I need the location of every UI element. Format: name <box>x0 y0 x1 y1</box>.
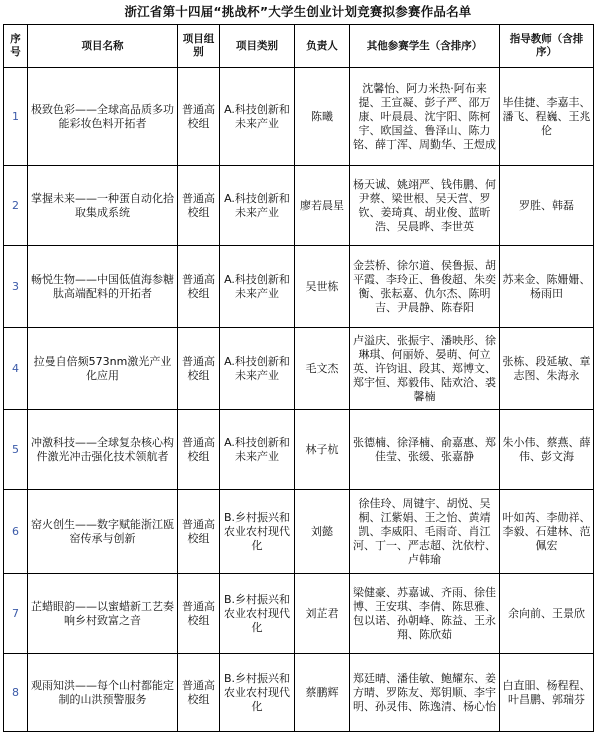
project-group: 普通高校组 <box>178 328 220 410</box>
entry-table <box>3 24 594 732</box>
project-category: A.科技创新和未来产业 <box>220 410 295 490</box>
project-teachers: 朱小伟、蔡燕、薛伟、彭文海 <box>500 410 594 490</box>
project-teachers: 罗胜、韩磊 <box>500 166 594 246</box>
project-group: 普通高校组 <box>178 68 220 166</box>
header-no: 序号 <box>4 25 28 68</box>
project-name: 冲激科技——全球复杂核心构件激光冲击强化技术领航者 <box>28 410 178 490</box>
project-teachers: 毕佳捷、李嘉丰、潘飞、程巍、王兆伦 <box>500 68 594 166</box>
project-group: 普通高校组 <box>178 654 220 732</box>
project-category: B.乡村振兴和农业农村现代化 <box>220 490 295 574</box>
project-leader: 吴世栋 <box>295 246 350 328</box>
row-no: 3 <box>4 246 28 328</box>
project-leader: 蔡鹏辉 <box>295 654 350 732</box>
project-members: 金芸桥、徐尔道、侯鲁振、胡平霞、李玲正、鲁俊超、朱奕衡、张耘嘉、仇尔杰、陈明吉、尹晨静、陈春阳 <box>350 246 500 328</box>
project-leader: 林子杭 <box>295 410 350 490</box>
project-teachers: 苏来金、陈姗姗、杨雨田 <box>500 246 594 328</box>
header-members: 其他参赛学生（含排序） <box>350 25 500 68</box>
row-no: 4 <box>4 328 28 410</box>
project-category: A.科技创新和未来产业 <box>220 246 295 328</box>
project-leader: 刘芷君 <box>295 574 350 654</box>
table-row <box>4 574 594 654</box>
table-header-row <box>4 25 594 68</box>
project-name: 拉曼自倍频573nm激光产业化应用 <box>28 328 178 410</box>
project-leader: 廖若晨星 <box>295 166 350 246</box>
header-teachers: 指导教师（含排序） <box>500 25 594 68</box>
project-teachers: 白直昍、杨程程、叶昌鹏、郭瑞芬 <box>500 654 594 732</box>
project-name: 极致色彩——全球高品质多功能彩妆色料开拓者 <box>28 68 178 166</box>
project-members: 杨天诚、姚翊严、钱伟鹏、何尹蔡、梁世根、吴天营、罗钦、姜琦真、胡业俊、蓝昕浩、吴晨晔、李世英 <box>350 166 500 246</box>
header-leader: 负责人 <box>295 25 350 68</box>
header-category: 项目类别 <box>220 25 295 68</box>
project-category: B.乡村振兴和农业农村现代化 <box>220 574 295 654</box>
table-row <box>4 490 594 574</box>
project-teachers: 张栋、段延敏、章志图、朱海永 <box>500 328 594 410</box>
project-category: A.科技创新和未来产业 <box>220 68 295 166</box>
page-title: 浙江省第十四届“挑战杯”大学生创业计划竞赛拟参赛作品名单 <box>124 4 472 19</box>
project-name: 观雨知洪——每个山村都能定制的山洪预警服务 <box>28 654 178 732</box>
header-name: 项目名称 <box>28 25 178 68</box>
project-category: A.科技创新和未来产业 <box>220 328 295 410</box>
project-leader: 刘懿 <box>295 490 350 574</box>
table-row <box>4 410 594 490</box>
row-no: 5 <box>4 410 28 490</box>
project-group: 普通高校组 <box>178 166 220 246</box>
project-members: 郑廷晴、潘佳敏、鲍耀东、姜方晴、罗陈友、郑钥顺、李宇明、孙灵伟、陈逸清、杨心怡 <box>350 654 500 732</box>
project-name: 芷蜡眼韵——以蜜蜡新工艺奏响乡村致富之音 <box>28 574 178 654</box>
table-row <box>4 68 594 166</box>
project-members: 沈馨怡、阿力米热·阿布来提、王宣凝、彭子严、邵万康、叶晨晨、沈宇阳、陈柯宇、欧国益、鲁泽山、陈力铭、薛丁浑、周勤华、王煜成 <box>350 68 500 166</box>
project-members: 梁健豪、苏嘉诚、齐雨、徐佳博、王安琪、李倩、陈思雅、包以诺、孙朝峰、陈益、王永翔、陈欣茹 <box>350 574 500 654</box>
project-members: 卢溢庆、张振宇、潘映彤、徐琳琪、何丽娇、晏萌、何立英、许钧诅、段其、郑博文、郑宇恒、郑毅伟、陆欢洽、裘馨楠 <box>350 328 500 410</box>
row-no: 8 <box>4 654 28 732</box>
row-no: 6 <box>4 490 28 574</box>
row-no: 7 <box>4 574 28 654</box>
project-group: 普通高校组 <box>178 246 220 328</box>
project-members: 徐佳玲、周键宇、胡悦、吴桐、江紫娟、王之怡、黄靖凯、李威阳、毛雨奇、肖江河、丁一、严志超、沈依柠、卢韩瑜 <box>350 490 500 574</box>
project-leader: 毛文杰 <box>295 328 350 410</box>
project-teachers: 余向前、王景欣 <box>500 574 594 654</box>
project-category: B.乡村振兴和农业农村现代化 <box>220 654 295 732</box>
project-name: 畅悦生物——中国低值海参糖肽高端配料的开拓者 <box>28 246 178 328</box>
table-row <box>4 328 594 410</box>
project-teachers: 叶如芮、李勋祥、李毅、石建林、范佩宏 <box>500 490 594 574</box>
table-row <box>4 246 594 328</box>
project-category: A.科技创新和未来产业 <box>220 166 295 246</box>
project-members: 张德楠、徐泽楠、俞嘉惠、郑佳莹、张缓、张嘉静 <box>350 410 500 490</box>
project-name: 窑火创生——数字赋能浙江瓯窑传承与创新 <box>28 490 178 574</box>
header-group: 项目组别 <box>178 25 220 68</box>
project-group: 普通高校组 <box>178 490 220 574</box>
project-leader: 陈曦 <box>295 68 350 166</box>
row-no: 1 <box>4 68 28 166</box>
project-name: 掌握未来——一种蛋自动化拾取集成系统 <box>28 166 178 246</box>
row-no: 2 <box>4 166 28 246</box>
project-group: 普通高校组 <box>178 574 220 654</box>
project-group: 普通高校组 <box>178 410 220 490</box>
table-row <box>4 166 594 246</box>
